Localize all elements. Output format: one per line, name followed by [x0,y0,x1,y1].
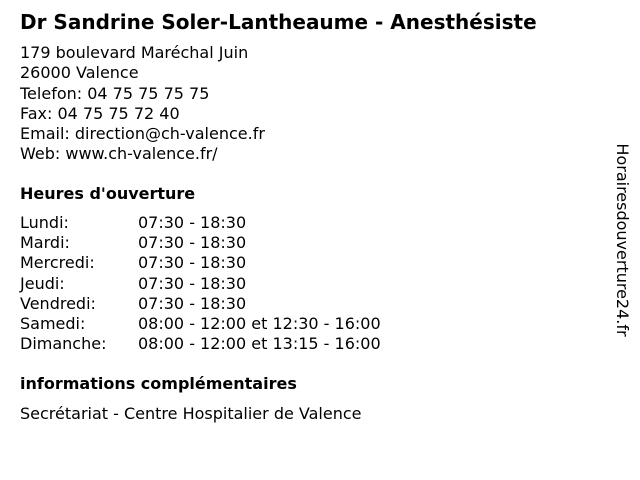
day-label: Mercredi: [20,253,95,273]
additional-info-heading: informations complémentaires [20,374,297,393]
city-address: 26000 Valence [20,63,139,83]
day-hours: 07:30 - 18:30 [138,213,247,232]
opening-hours-heading: Heures d'ouverture [20,184,196,203]
day-label: Jeudi: [20,273,65,293]
email-address: Email: direction@ch-valence.fr [20,124,265,144]
day-label: Mardi: [20,233,70,253]
day-label: Dimanche: [20,334,107,354]
street-address: 179 boulevard Maréchal Juin [20,43,249,62]
contact-block [20,43,265,165]
fax-number: Fax: 04 75 75 72 40 [20,103,180,123]
day-hours: 07:30 - 18:30 [138,253,247,273]
day-hours: 08:00 - 12:00 et 13:15 - 16:00 [138,334,381,354]
page-title: Dr Sandrine Soler-Lantheaume - Anesthésiste [20,10,537,34]
day-hours: 07:30 - 18:30 [138,273,247,293]
site-watermark [608,135,636,345]
day-label: Samedi: [20,313,86,333]
day-label: Vendredi: [20,293,96,313]
day-hours: 07:30 - 18:30 [138,233,247,253]
day-hours: 08:00 - 12:00 et 12:30 - 16:00 [138,313,381,333]
website-address: Web: www.ch-valence.fr/ [20,144,218,164]
watermark-text: Horairesdouverture24.fr [613,143,632,337]
day-hours: 07:30 - 18:30 [138,293,247,313]
phone-number: Telefon: 04 75 75 75 75 [20,83,210,103]
additional-info-text: Secrétariat - Centre Hospitalier de Valence [20,404,362,423]
day-label: Lundi: [20,213,69,232]
